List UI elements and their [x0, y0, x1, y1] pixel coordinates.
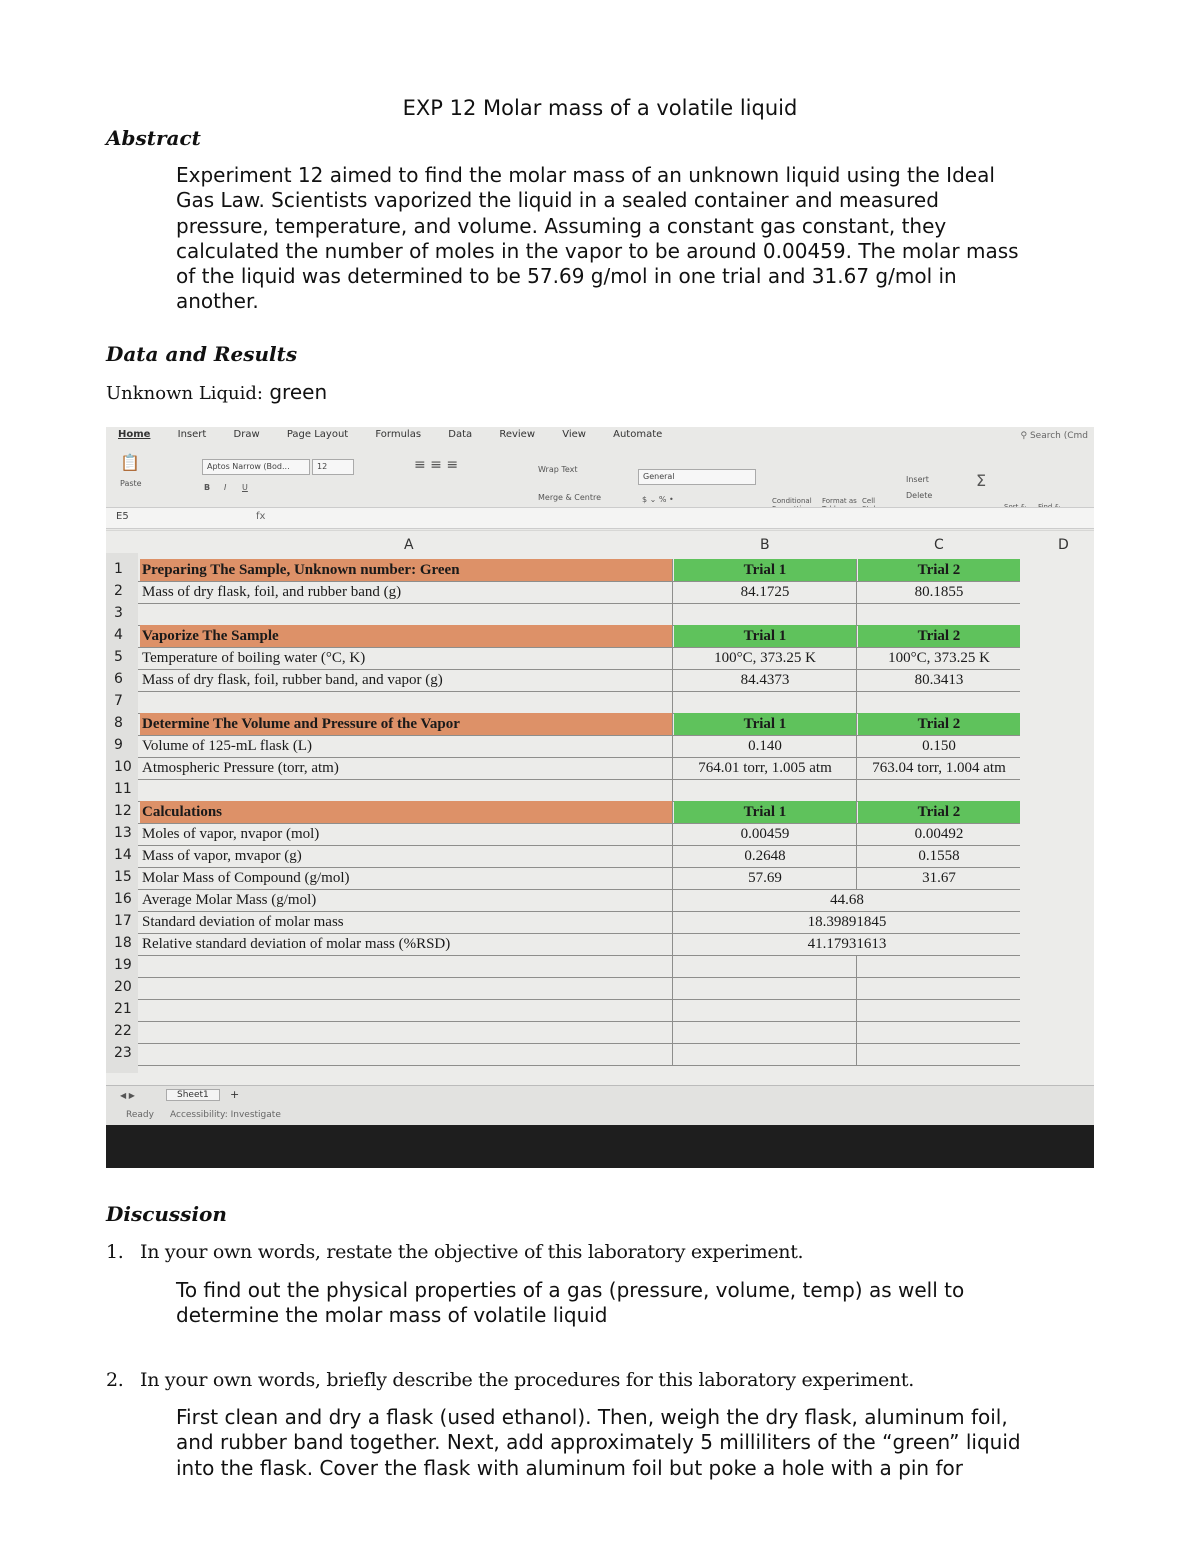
cell-b[interactable] — [674, 999, 857, 1021]
cell-b[interactable] — [674, 779, 857, 801]
row-number[interactable]: 12 — [114, 803, 132, 819]
cell-styles-button[interactable]: Cell — [862, 497, 876, 505]
cell-b[interactable]: 0.00459 — [674, 823, 857, 845]
row-number[interactable]: 11 — [114, 781, 132, 797]
abstract-line: Experiment 12 aimed to find the molar mass of an unknown liquid using the Ideal — [176, 163, 995, 187]
tab-home[interactable]: Home — [118, 429, 151, 440]
cell-b[interactable]: Trial 1 — [674, 625, 857, 647]
unknown-liquid-value: green — [269, 380, 328, 404]
row-number[interactable]: 2 — [114, 583, 123, 599]
cell-a[interactable]: Moles of vapor, nvapor (mol) — [140, 823, 673, 845]
bold-button[interactable]: B — [204, 483, 211, 492]
answer-line: First clean and dry a flask (used ethanol). Then, weigh the dry flask, aluminum foil, — [176, 1405, 1008, 1429]
table-row — [138, 845, 1020, 868]
cell-c[interactable] — [858, 955, 1020, 977]
row-number[interactable]: 18 — [114, 935, 132, 951]
sheet-nav-icon[interactable]: ◀ ▶ — [120, 1091, 135, 1100]
tab-view[interactable]: View — [562, 429, 586, 440]
unknown-liquid-label: Unknown Liquid: — [106, 383, 263, 404]
table-row — [138, 691, 1020, 714]
autosum-icon[interactable]: Σ — [976, 471, 987, 490]
row-number[interactable]: 5 — [114, 649, 123, 665]
cell-c[interactable] — [858, 1021, 1020, 1043]
cell-b[interactable] — [674, 977, 857, 999]
cell-a[interactable]: Mass of vapor, mvapor (g) — [140, 845, 673, 867]
page-title: EXP 12 Molar mass of a volatile liquid — [402, 96, 798, 120]
cell-a[interactable] — [140, 603, 673, 625]
abstract-line: another. — [176, 289, 259, 314]
row-number[interactable]: 4 — [114, 627, 123, 643]
cell-b[interactable] — [674, 1021, 857, 1043]
conditional-formatting-button[interactable]: Conditional — [772, 497, 812, 505]
cell-b[interactable]: Trial 1 — [674, 559, 857, 581]
table-row — [138, 1021, 1020, 1044]
status-ready: Ready — [126, 1110, 154, 1120]
cell-a[interactable] — [140, 977, 673, 999]
cell-a[interactable] — [140, 779, 673, 801]
cell-c[interactable] — [858, 1043, 1020, 1065]
question-1 — [106, 1241, 803, 1263]
table-row — [138, 603, 1020, 626]
abstract-line: of the liquid was determined to be 57.69 g/mol in one trial and 31.67 g/mol in — [176, 264, 957, 289]
cell-a[interactable]: Mass of dry flask, foil, and rubber band (g) — [140, 581, 673, 603]
row-number[interactable]: 21 — [114, 1001, 132, 1017]
cell-bc-merged[interactable]: 41.17931613 — [807, 936, 887, 952]
cell-b[interactable] — [674, 1043, 857, 1065]
cell-c[interactable] — [858, 999, 1020, 1021]
underline-button[interactable]: U — [242, 483, 248, 492]
data-results-heading: Data and Results — [106, 342, 298, 366]
table-row — [138, 823, 1020, 846]
cell-c[interactable]: 100°C, 373.25 K — [888, 650, 990, 666]
question-number: 2. — [106, 1369, 124, 1391]
row-number[interactable]: 6 — [114, 671, 123, 687]
tab-review[interactable]: Review — [499, 429, 536, 440]
cell-b[interactable]: 57.69 — [674, 867, 857, 889]
question-number: 1. — [106, 1241, 124, 1263]
formula-bar — [106, 507, 1094, 529]
status-accessibility[interactable]: Accessibility: Investigate — [170, 1110, 281, 1120]
status-bar — [106, 1107, 1094, 1125]
excel-ribbon — [106, 427, 1094, 530]
unknown-liquid — [106, 380, 327, 404]
question-2 — [106, 1369, 914, 1391]
cell-c[interactable]: 31.67 — [922, 870, 956, 886]
table-row — [138, 735, 1020, 758]
search-label: Search (Cmd — [1029, 431, 1088, 441]
table-row — [138, 933, 1020, 956]
cell-a[interactable]: Preparing The Sample, Unknown number: Green — [140, 559, 673, 581]
monitor-bezel — [106, 1125, 1094, 1168]
cell-b[interactable]: 0.140 — [674, 735, 857, 757]
cell-bc-merged[interactable]: 44.68 — [830, 892, 864, 908]
question-text: In your own words, briefly describe the procedures for this laboratory experiment. — [140, 1369, 914, 1391]
search-box[interactable]: ⚲ Search (Cmd — [1020, 431, 1088, 441]
cell-b[interactable]: 764.01 torr, 1.005 atm — [674, 757, 857, 779]
tab-automate[interactable]: Automate — [613, 429, 663, 440]
cell-b[interactable]: 84.4373 — [674, 669, 857, 691]
row-number[interactable]: 7 — [114, 693, 123, 709]
wrap-text-button[interactable]: Wrap Text — [538, 465, 578, 474]
cell-a[interactable]: Relative standard deviation of molar mass (%RSD) — [140, 933, 673, 955]
table-row — [138, 779, 1020, 802]
answer-line: determine the molar mass of volatile liquid — [176, 1303, 608, 1328]
insert-cells-button[interactable]: Insert — [906, 475, 929, 484]
column-header-d[interactable]: D — [1058, 537, 1069, 553]
table-row — [138, 647, 1020, 670]
cell-b[interactable]: 0.2648 — [674, 845, 857, 867]
abstract-text — [176, 163, 1096, 315]
row-number[interactable]: 13 — [114, 825, 132, 841]
cell-c[interactable]: Trial 2 — [858, 801, 1020, 823]
cell-bc-merged[interactable]: 18.39891845 — [807, 914, 887, 930]
cell-c[interactable] — [858, 603, 1020, 625]
row-number[interactable]: 1 — [114, 561, 123, 577]
row-number[interactable]: 15 — [114, 869, 132, 885]
tab-draw[interactable]: Draw — [233, 429, 260, 440]
answer-line: into the flask. Cover the flask with aluminum foil but poke a hole with a pin for — [176, 1455, 963, 1480]
cell-a[interactable] — [140, 1043, 673, 1065]
row-number[interactable]: 19 — [114, 957, 132, 973]
sheet-tab-bar — [106, 1085, 1094, 1108]
table-row — [138, 911, 1020, 934]
cell-b[interactable]: 84.1725 — [674, 581, 857, 603]
cell-c[interactable]: 0.00492 — [914, 826, 964, 842]
cell-c[interactable]: 80.1855 — [914, 584, 964, 600]
cell-c[interactable] — [858, 977, 1020, 999]
table-row — [138, 669, 1020, 692]
italic-button[interactable]: I — [224, 483, 227, 492]
table-row — [138, 977, 1020, 1000]
cell-b[interactable] — [674, 955, 857, 977]
answer-line: To find out the physical properties of a gas (pressure, volume, temp) as well to — [176, 1278, 965, 1302]
table-row — [138, 867, 1020, 890]
cell-a[interactable]: Average Molar Mass (g/mol) — [140, 889, 673, 911]
cell-b[interactable] — [674, 603, 857, 625]
table-row — [138, 889, 1020, 912]
row-number[interactable]: 22 — [114, 1023, 132, 1039]
align-icon[interactable]: ≡ ≡ ≡ — [414, 457, 459, 473]
cell-b[interactable] — [674, 691, 857, 713]
format-table-button[interactable]: Format as — [822, 497, 857, 505]
add-sheet-button[interactable]: + — [230, 1088, 240, 1101]
cell-c[interactable] — [858, 779, 1020, 801]
font-name-select[interactable]: Aptos Narrow (Bod... — [202, 459, 310, 475]
table-row — [138, 1043, 1020, 1066]
row-number[interactable]: 16 — [114, 891, 132, 907]
cell-c[interactable]: Trial 2 — [858, 559, 1020, 581]
cell-a[interactable] — [140, 999, 673, 1021]
cell-a[interactable] — [140, 691, 673, 713]
cell-a[interactable]: Volume of 125-mL flask (L) — [140, 735, 673, 757]
tab-insert[interactable]: Insert — [177, 429, 207, 440]
paste-label: Paste — [120, 479, 142, 488]
name-box[interactable]: E5 — [116, 511, 129, 522]
currency-icon[interactable]: $ ⌄ % • — [642, 495, 674, 504]
font-size-select[interactable]: 12 — [312, 459, 354, 475]
cell-c[interactable]: 763.04 torr, 1.004 atm — [872, 760, 1006, 776]
cell-a[interactable]: Atmospheric Pressure (torr, atm) — [140, 757, 673, 779]
cell-c[interactable]: Trial 2 — [858, 713, 1020, 735]
cell-c[interactable]: Trial 2 — [858, 625, 1020, 647]
column-header-a[interactable]: A — [404, 537, 414, 553]
cell-a[interactable]: Calculations — [140, 801, 673, 823]
row-number[interactable]: 14 — [114, 847, 132, 863]
answer-1 — [176, 1278, 1096, 1329]
tab-data[interactable]: Data — [448, 429, 473, 440]
merge-button[interactable]: Merge & Centre — [538, 493, 602, 502]
question-text: In your own words, restate the objective of this laboratory experiment. — [140, 1241, 804, 1263]
table-row — [138, 801, 1020, 824]
cell-a[interactable]: Vaporize The Sample — [140, 625, 673, 647]
column-header-c[interactable]: C — [934, 537, 944, 553]
cell-a[interactable]: Determine The Volume and Pressure of the Vapor — [140, 713, 673, 735]
sheet-tab[interactable]: Sheet1 — [166, 1089, 220, 1101]
cell-b[interactable]: Trial 1 — [674, 801, 857, 823]
tab-page-layout[interactable]: Page Layout — [286, 429, 349, 440]
cell-a[interactable]: Standard deviation of molar mass — [140, 911, 673, 933]
row-number[interactable]: 20 — [114, 979, 132, 995]
table-row — [138, 713, 1020, 736]
table-row — [138, 559, 1020, 582]
number-format-select[interactable]: General — [638, 469, 756, 485]
row-number[interactable]: 10 — [114, 759, 132, 775]
cell-a[interactable]: Molar Mass of Compound (g/mol) — [140, 867, 673, 889]
table-row — [138, 625, 1020, 648]
abstract-heading: Abstract — [106, 126, 201, 150]
row-number[interactable]: 9 — [114, 737, 123, 753]
table-row — [138, 581, 1020, 604]
cell-a[interactable] — [140, 955, 673, 977]
cell-c[interactable]: 80.3413 — [914, 672, 964, 688]
tab-formulas[interactable]: Formulas — [375, 429, 422, 440]
cell-b[interactable]: 100°C, 373.25 K — [674, 647, 857, 669]
ribbon-tabs — [118, 429, 686, 440]
fx-label: fx — [256, 511, 266, 522]
row-number[interactable]: 3 — [114, 605, 123, 621]
cell-a[interactable]: Temperature of boiling water (°C, K) — [140, 647, 673, 669]
cell-c[interactable]: 0.150 — [922, 738, 956, 754]
answer-2 — [176, 1405, 1096, 1481]
cell-b[interactable]: Trial 1 — [674, 713, 857, 735]
spreadsheet-photo — [106, 427, 1094, 1168]
clipboard-icon[interactable]: 📋 — [120, 453, 140, 472]
table-row — [138, 955, 1020, 978]
cell-c[interactable]: 0.1558 — [918, 848, 960, 864]
row-number[interactable]: 8 — [114, 715, 123, 731]
sheet-grid — [106, 531, 1094, 1091]
abstract-line: pressure, temperature, and volume. Assuming a constant gas constant, they — [176, 213, 947, 238]
delete-cells-button[interactable]: Delete — [906, 491, 933, 500]
cell-a[interactable]: Mass of dry flask, foil, rubber band, and vapor (g) — [140, 669, 673, 691]
cell-c[interactable] — [858, 691, 1020, 713]
column-header-b[interactable]: B — [760, 537, 770, 553]
cell-a[interactable] — [140, 1021, 673, 1043]
row-number[interactable]: 17 — [114, 913, 132, 929]
table-row — [138, 999, 1020, 1022]
discussion-heading: Discussion — [106, 1202, 227, 1226]
row-number[interactable]: 23 — [114, 1045, 132, 1061]
abstract-line: Gas Law. Scientists vaporized the liquid in a sealed container and measured — [176, 188, 939, 213]
answer-line: and rubber band together. Next, add approximately 5 milliliters of the “green” liquid — [176, 1430, 1021, 1455]
abstract-line: calculated the number of moles in the vapor to be around 0.00459. The molar mass — [176, 238, 1019, 263]
table-row — [138, 757, 1020, 780]
